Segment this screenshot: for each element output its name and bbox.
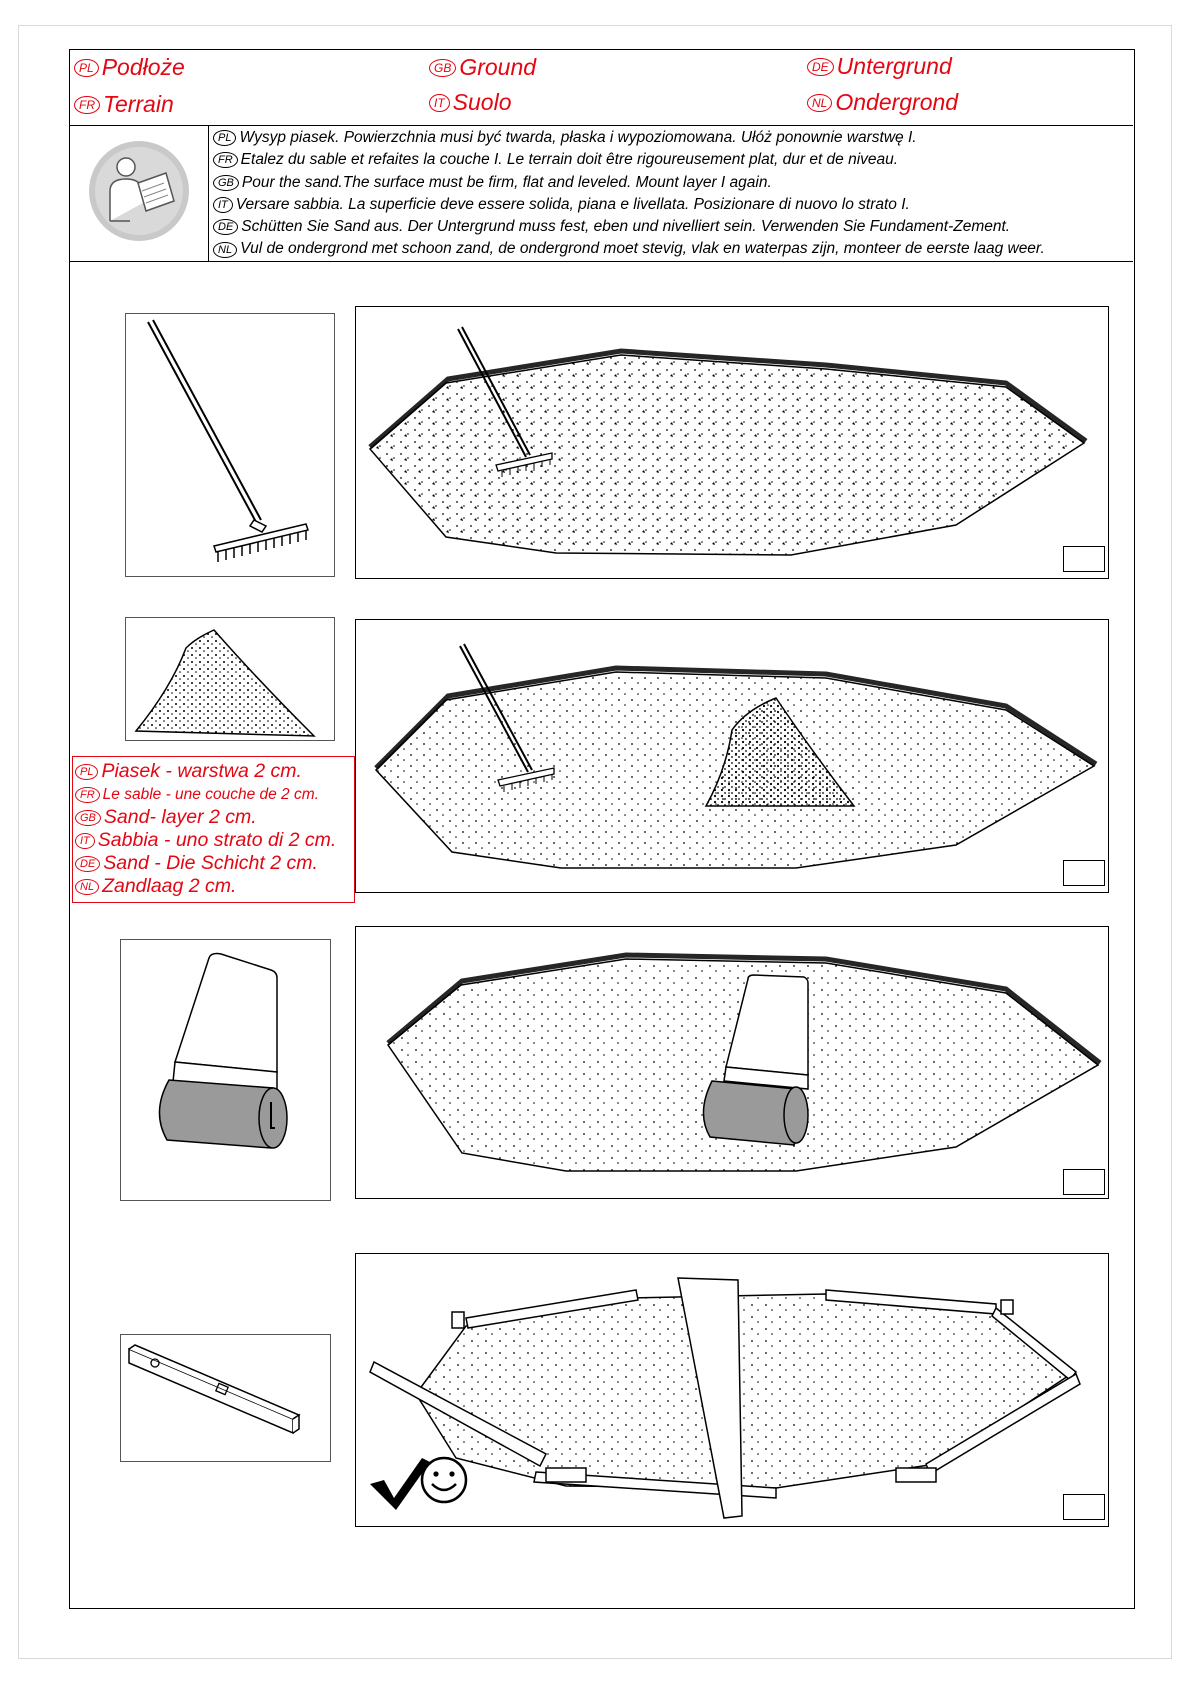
- sand-note-line: PL Piasek - warstwa 2 cm.: [75, 760, 352, 783]
- title-it: [429, 89, 512, 116]
- lang-badge: NL: [807, 94, 832, 112]
- instruction-line: GB Pour the sand.The surface must be firm, flat and leveled. Mount layer I again.: [213, 172, 1045, 194]
- lang-badge: IT: [429, 94, 450, 112]
- title-row: [70, 50, 1133, 126]
- instruction-line: DE Schütten Sie Sand aus. Der Untergrund muss fest, eben und nivelliert sein. Verwenden Sie Fundament-Zement.: [213, 216, 1045, 238]
- title-de: [807, 53, 952, 80]
- title-nl: [807, 89, 958, 116]
- step-number-box: [1063, 1169, 1105, 1195]
- instruction-line: PL Wysyp piasek. Powierzchnia musi być twarda, płaska i wypoziomowana. Ułóż ponownie warstwę I.: [213, 127, 1045, 149]
- rake-panel: [125, 313, 335, 577]
- step-1-panel: [355, 306, 1109, 579]
- step-3-panel: [355, 926, 1109, 1199]
- title-fr: [74, 91, 174, 118]
- step-4-panel: [355, 1253, 1109, 1527]
- sand-note-line: IT Sabbia - uno strato di 2 cm.: [75, 829, 352, 852]
- smiley-icon: [416, 1452, 472, 1508]
- sand-note-line: GB Sand- layer 2 cm.: [75, 806, 352, 829]
- read-manual-icon: [70, 125, 208, 261]
- instruction-line: FR Etalez du sable et refaites la couche I. Le terrain doit être rigoureusement plat, dur et de niveau.: [213, 149, 1045, 171]
- title-text: Podłoże: [101, 54, 185, 80]
- sand-note-line: FR Le sable - une couche de 2 cm.: [75, 783, 352, 806]
- sand-note-line: NL Zandlaag 2 cm.: [75, 875, 352, 898]
- sand-spread-illustration: [356, 620, 1110, 894]
- step-number-box: [1063, 1494, 1105, 1520]
- spirit-level-icon: [121, 1335, 332, 1463]
- step-number-box: [1063, 860, 1105, 886]
- sand-note-line: DE Sand - Die Schicht 2 cm.: [75, 852, 352, 875]
- sand-pile-icon: [126, 618, 336, 742]
- title-text: Ground: [459, 54, 537, 80]
- sand-layer-note: [72, 756, 355, 903]
- lang-badge: GB: [429, 59, 456, 77]
- roller-panel: [120, 939, 331, 1201]
- instruction-line: IT Versare sabbia. La superficie deve essere solida, piana e livellata. Posizionare di nuovo lo strato I.: [213, 194, 1045, 216]
- sand-bed-illustration: [356, 307, 1110, 580]
- icon-cell: [70, 125, 209, 261]
- title-text: Ondergrond: [835, 89, 959, 115]
- lang-badge: DE: [807, 58, 834, 76]
- lang-badge: PL: [74, 59, 99, 77]
- spirit-level-panel: [120, 1334, 331, 1462]
- title-text: Suolo: [452, 89, 512, 115]
- instruction-line: NL Vul de ondergrond met schoon zand, de ondergrond moet stevig, vlak en waterpas zijn, monteer de eerste laag weer.: [213, 238, 1045, 260]
- lang-badge: FR: [74, 96, 100, 114]
- instruction-lines: [213, 127, 1045, 261]
- sand-pile-panel: [125, 617, 335, 741]
- title-text: Untergrund: [836, 53, 952, 79]
- lawn-roller-icon: [121, 940, 332, 1202]
- roller-illustration: [356, 927, 1110, 1200]
- step-number-box: [1063, 546, 1105, 572]
- title-gb: [429, 54, 536, 81]
- title-pl: [74, 54, 185, 81]
- step-2-panel: [355, 619, 1109, 893]
- rake-icon: [126, 314, 336, 578]
- instruction-block: [70, 125, 1133, 262]
- title-text: Terrain: [103, 91, 174, 117]
